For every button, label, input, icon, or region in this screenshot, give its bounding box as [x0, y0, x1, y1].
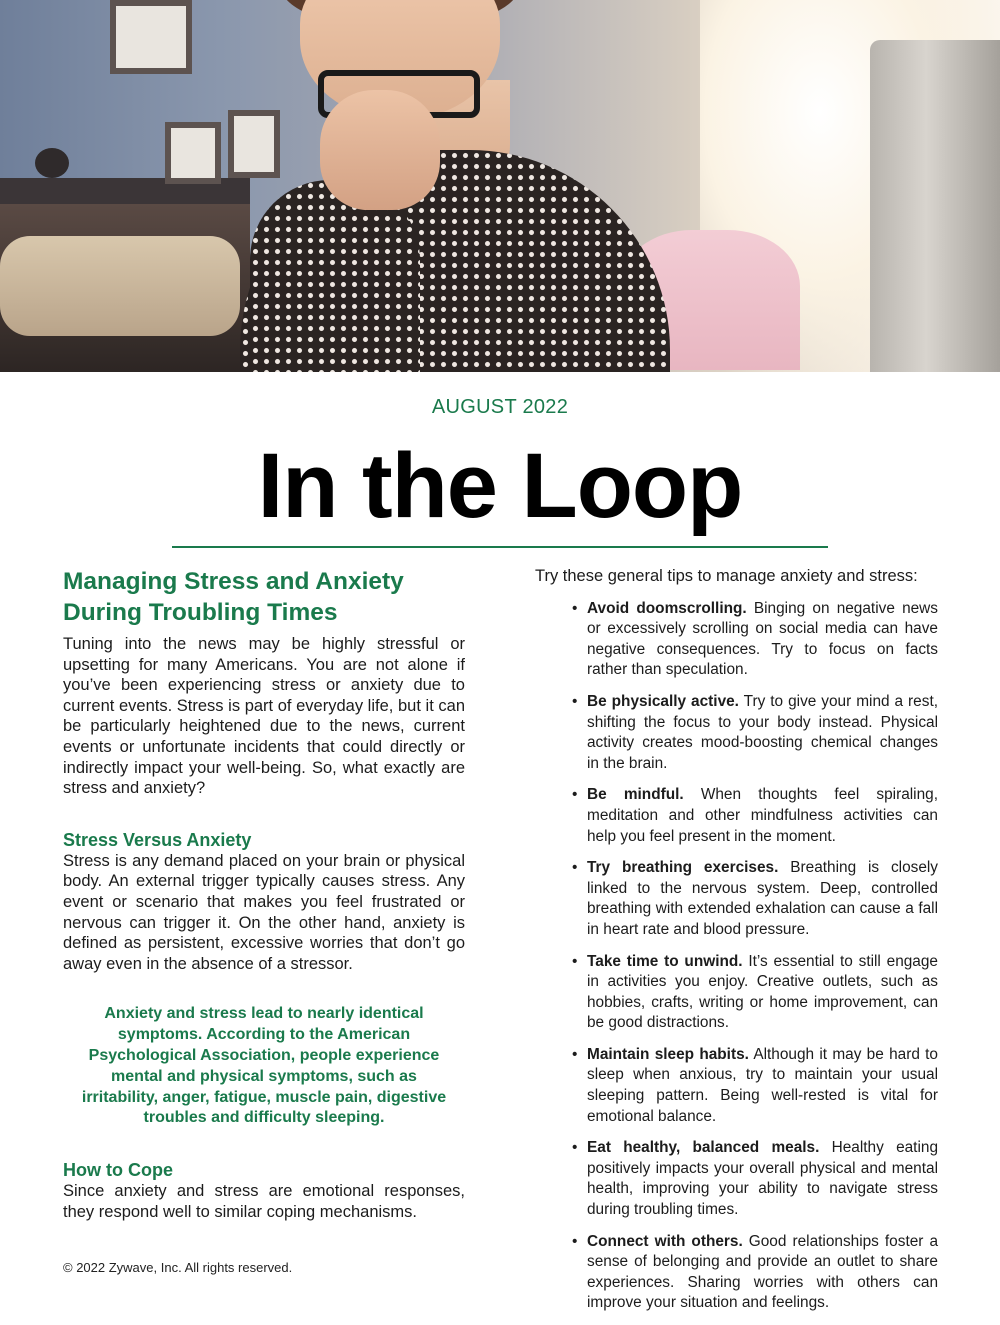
bullet-icon: • — [572, 692, 578, 710]
pull-quote: Anxiety and stress lead to nearly identical symptoms. According to the American Psychological Association, people experience mental and physical symptoms, such as irritability, anger, fatigue, muscle pain, digestive troubles and difficulty sleeping. — [81, 1005, 447, 1127]
left-column — [63, 566, 465, 1222]
bullet-icon: • — [572, 786, 578, 804]
tips-intro: Try these general tips to manage anxiety and stress: — [535, 567, 918, 585]
headline-line-2: During Troubling Times — [63, 599, 338, 626]
list-item: • Avoid doomscrolling. Binging on negative news or excessively scrolling on social media can have negative consequences. Try to focus on facts rather than speculation. — [572, 599, 938, 679]
tips-list — [535, 599, 938, 1314]
copyright-footer: © 2022 Zywave, Inc. All rights reserved. — [63, 1260, 293, 1275]
section-title-how-to-cope: How to Cope — [63, 1160, 173, 1181]
list-item: • Take time to unwind. It’s essential to still engage in activities you enjoy. Creative outlets, such as hobbies, crafts, writing or home improvement, can be good distractions. — [572, 952, 938, 1032]
issue-date: AUGUST 2022 — [431, 396, 569, 418]
list-item: • Try breathing exercises. Breathing is closely linked to the nervous system. Deep, controlled breathing with extended exhalation can cause a fall in heart rate and blood pressure. — [572, 859, 938, 938]
section-title-stress-vs-anxiety: Stress Versus Anxiety — [63, 829, 252, 850]
list-item: • Connect with others. Good relationships foster a sense of belonging and provide an outlet to share experiences. Sharing worries with others can improve your situation and feelings. — [572, 1232, 938, 1312]
article-headline — [63, 566, 465, 628]
bullet-icon: • — [572, 1232, 578, 1250]
list-item: • Be mindful. When thoughts feel spiraling, meditation and other mindfulness activities can help you feel present in the moment. — [572, 786, 938, 845]
bullet-icon: • — [572, 1045, 578, 1063]
list-item: • Eat healthy, balanced meals. Healthy eating positively impacts your overall physical and mental health, improving your ability to navigate stress during troubling times. — [572, 1139, 939, 1219]
intro-paragraph: Tuning into the news may be highly stressful or upsetting for many Americans. You are not alone if you’ve been experiencing stress or anxiety due to current events. Stress is part of everyday life, but it can be particularly heightened due to the news, current events or unfortunate incidents that could directly or indirectly impact your well-being. So, what exactly are stress and anxiety? — [63, 635, 465, 798]
newsletter-title: In the Loop — [257, 435, 743, 537]
headline-line-1: Managing Stress and Anxiety — [63, 568, 404, 595]
right-column — [535, 566, 938, 1325]
list-item: • Be physically active. Try to give your mind a rest, shifting the focus to your body instead. Physical activity creates mood-boosting chemical changes in the brain. — [572, 692, 938, 772]
title-divider — [172, 546, 828, 548]
bullet-icon: • — [572, 952, 578, 970]
bullet-icon: • — [572, 859, 578, 877]
hero-photo — [0, 0, 1000, 372]
list-item: • Maintain sleep habits. Although it may be hard to sleep when anxious, try to maintain your usual sleeping pattern. Being well-rested is vital for emotional balance. — [572, 1045, 938, 1125]
bullet-icon: • — [572, 1139, 578, 1157]
section-body-stress-vs-anxiety: Stress is any demand placed on your brain or physical body. An external trigger typically causes stress. Any event or scenario that makes you feel frustrated or nervous can trigger it. On the other hand, anxiety is defined as persistent, excessive worries that don’t go away even in the absence of a stressor. — [63, 851, 465, 973]
section-body-how-to-cope: Since anxiety and stress are emotional responses, they respond well to similar coping mechanisms. — [63, 1182, 465, 1221]
bullet-icon: • — [572, 599, 578, 617]
